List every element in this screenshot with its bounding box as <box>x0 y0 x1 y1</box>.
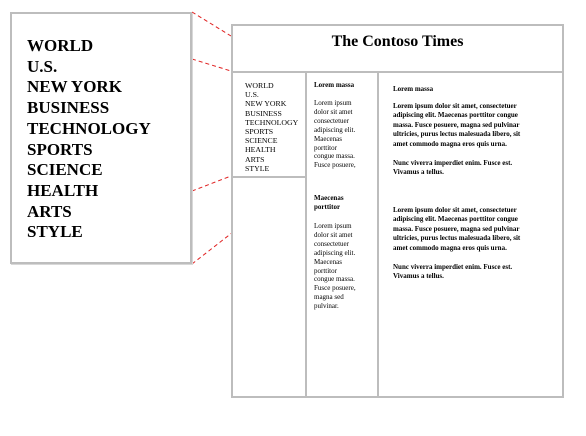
nav-item[interactable]: BUSINESS <box>245 108 282 118</box>
callout-nav-item: ARTS <box>27 201 72 221</box>
text-line: dolor sit amet <box>314 107 353 116</box>
text-line: Fusce posuere, <box>314 284 356 293</box>
text-line: massa. Fusce posuere, magna sed pulvinar <box>393 224 520 233</box>
callout-nav-list <box>27 36 151 243</box>
callout-nav-item: U.S. <box>27 56 58 76</box>
text-line: Lorem ipsum <box>314 222 352 230</box>
nav-list <box>245 81 298 173</box>
callout-nav-item: SCIENCE <box>27 160 103 180</box>
main-paragraph <box>393 206 520 253</box>
nav-item[interactable]: TECHNOLOGY <box>245 117 299 127</box>
text-line: Maecenas <box>314 257 342 266</box>
text-line: Lorem ipsum dolor sit amet, consectetuer <box>393 102 517 110</box>
text-line: magna sed <box>314 293 344 302</box>
text-line: Fusce posuere, <box>314 161 356 170</box>
main-paragraph <box>393 102 520 149</box>
nav-callout-box <box>10 12 192 264</box>
masthead <box>233 26 562 73</box>
connector-line <box>192 59 231 71</box>
text-line: adipiscing elit. <box>314 248 356 257</box>
nav-item[interactable]: NEW YORK <box>245 99 287 109</box>
text-line: adipiscing elit. <box>314 125 356 134</box>
middle-paragraph <box>314 99 356 170</box>
middle-column <box>307 73 379 396</box>
newspaper-page <box>231 24 564 398</box>
main-paragraph <box>393 159 512 178</box>
page-title: The Contoso Times <box>331 33 464 50</box>
middle-heading: Lorem massa <box>314 81 355 89</box>
nav-column <box>233 73 307 396</box>
callout-nav-item: TECHNOLOGY <box>27 118 151 138</box>
text-line: porttitor <box>314 203 341 211</box>
nav-item[interactable]: SCIENCE <box>245 136 278 146</box>
connector-line <box>192 12 231 36</box>
text-line: Vivamus a tellus. <box>393 272 444 281</box>
text-line: adipiscing elit. Maecenas porttitor congue <box>393 111 518 120</box>
callout-nav-item: SPORTS <box>27 139 93 159</box>
text-line: adipiscing elit. Maecenas porttitor congue <box>393 215 518 224</box>
nav-item[interactable]: U.S. <box>245 90 259 100</box>
text-line: consectetuer <box>314 239 349 248</box>
text-line: Nunc viverra imperdiet enim. Fusce est. <box>393 159 513 167</box>
nav-box <box>233 73 305 178</box>
callout-nav-item: BUSINESS <box>27 98 110 118</box>
text-line: massa. Fusce posuere, magna sed pulvinar <box>393 120 520 129</box>
text-line: Lorem ipsum <box>314 99 352 107</box>
text-line: Maecenas <box>314 194 344 202</box>
text-line: consectetuer <box>314 116 349 125</box>
nav-item[interactable]: ARTS <box>245 154 265 164</box>
nav-item[interactable]: SPORTS <box>245 127 274 137</box>
text-line: ultricies, purus lectus malesuada libero, sit <box>393 234 521 243</box>
text-line: amet commodo magna eros quis urna. <box>393 243 507 252</box>
text-line: Maecenas <box>314 134 342 143</box>
text-line: Lorem ipsum dolor sit amet, consectetuer <box>393 206 517 214</box>
callout-nav-item: NEW YORK <box>27 77 122 97</box>
main-paragraph <box>393 263 512 282</box>
text-line: porttitor <box>314 266 337 275</box>
callout-nav-item: HEALTH <box>27 180 99 200</box>
middle-heading <box>314 194 344 212</box>
text-line: amet commodo magna eros quis urna. <box>393 139 507 148</box>
text-line: congue massa. <box>314 152 355 161</box>
text-line: porttitor <box>314 143 337 152</box>
main-heading: Lorem massa <box>393 85 434 93</box>
text-line: Nunc viverra imperdiet enim. Fusce est. <box>393 263 513 271</box>
text-line: Vivamus a tellus. <box>393 168 444 177</box>
nav-item[interactable]: WORLD <box>245 81 274 90</box>
nav-item[interactable]: HEALTH <box>245 145 276 155</box>
middle-paragraph <box>314 222 356 311</box>
nav-item[interactable]: STYLE <box>245 163 270 173</box>
text-line: pulvinar. <box>314 302 339 311</box>
main-column <box>379 73 562 396</box>
text-line: dolor sit amet <box>314 230 353 239</box>
text-line: ultricies, purus lectus malesuada libero, sit <box>393 130 521 139</box>
callout-nav-item: WORLD <box>27 36 94 55</box>
text-line: congue massa. <box>314 275 355 284</box>
callout-nav-item: STYLE <box>27 222 83 242</box>
connector-line <box>192 176 231 191</box>
